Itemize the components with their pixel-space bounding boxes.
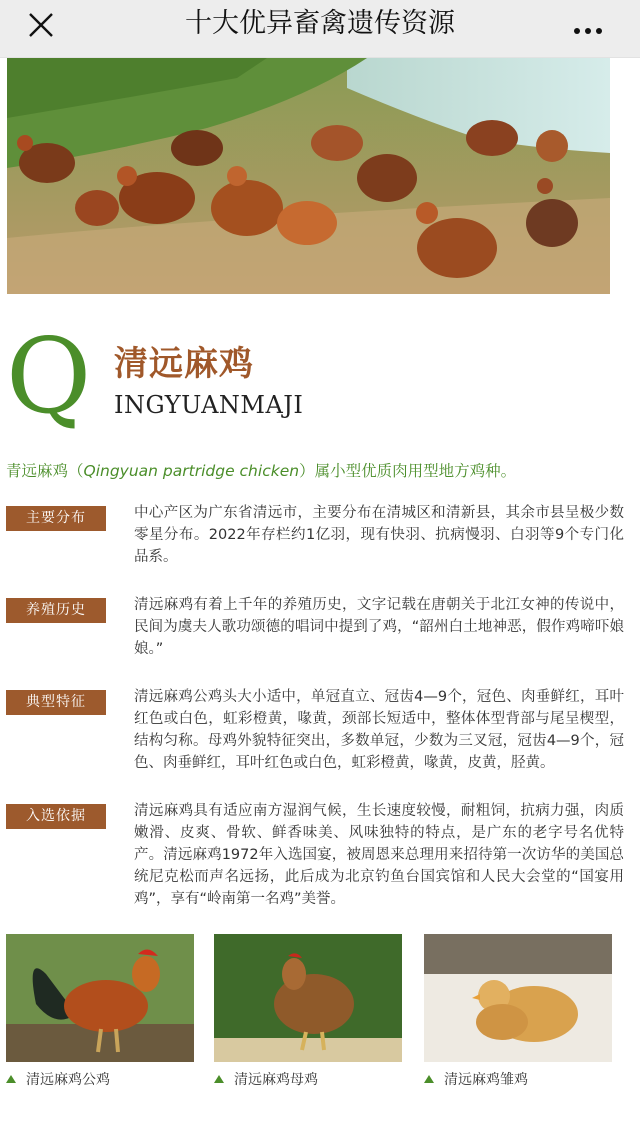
section-text: 清远麻鸡有着上千年的养殖历史，文字记载在唐朝关于北江女神的传说中，民间为虞夫人歌功颂德的唱词中提到了鸡，“韶州白土地神恶，假作鸡啼吓娘娘。” [134,597,624,657]
triangle-icon [6,1075,16,1083]
page-title: 十大优异畜禽遗传资源 [185,8,455,39]
breed-name-en: INGYUANMAJI [114,391,304,419]
chick-photo [424,934,612,1062]
section-text: 中心产区为广东省清远市，主要分布在清城区和清新县，其余市县呈极少数零星分布。2022年存栏约1亿羽，现有快羽、抗病慢羽、白羽等9个专门化品系。 [134,505,624,565]
close-icon[interactable] [24,8,60,44]
hen-photo [214,934,402,1062]
more-icon[interactable] [574,10,614,34]
intro-english: Qingyuan partridge chicken [83,462,300,480]
section-tag: 入选依据 [6,804,106,829]
section-tag: 养殖历史 [6,598,106,623]
svg-text:Q: Q [6,326,92,436]
section-text: 清远麻鸡具有适应南方湿润气候，生长速度较慢，耐粗饲，抗病力强，肉质嫩滑、皮爽、骨软、鲜香味美、风味独特的特点，是广东的老字号名优特产。清远麻鸡1972年入选国宴，被周恩来总理用来招待第一次访华的美国总统尼克松而声名远扬，此后成为北京钓鱼台国宾馆和人民大会堂的“国宴用鸡”，享有“岭南第一名鸡”美誉。 [134,803,624,907]
brand-initial-logo [6,326,102,436]
intro-prefix: 青远麻鸡（ [6,462,84,480]
caption-hen: 清远麻鸡母鸡 [214,1070,318,1090]
rooster-photo [6,934,194,1062]
top-bar [0,0,640,58]
triangle-icon [214,1075,224,1083]
section-text: 清远麻鸡公鸡头大小适中，单冠直立、冠齿4—9个，冠色、肉垂鲜红，耳叶红色或白色，虹彩橙黄，喙黄，颈部长短适中，整体体型背部与尾呈楔型，结构匀称。母鸡外貌特征突出，多数单冠，少数为三叉冠，冠齿4—9个，冠色、肉垂鲜红，耳叶红色或白色，虹彩橙黄，喙黄，皮黄，胫黄。 [134,689,624,771]
caption-rooster: 清远麻鸡公鸡 [6,1070,110,1090]
intro-text [6,460,626,482]
section-tag: 典型特征 [6,690,106,715]
breed-name-cn: 清远麻鸡 [114,344,254,384]
intro-suffix: ）属小型优质肉用型地方鸡种。 [299,462,517,480]
hero-image [7,58,610,294]
triangle-icon [424,1075,434,1083]
caption-chick: 清远麻鸡雏鸡 [424,1070,528,1090]
section-tag: 主要分布 [6,506,106,531]
